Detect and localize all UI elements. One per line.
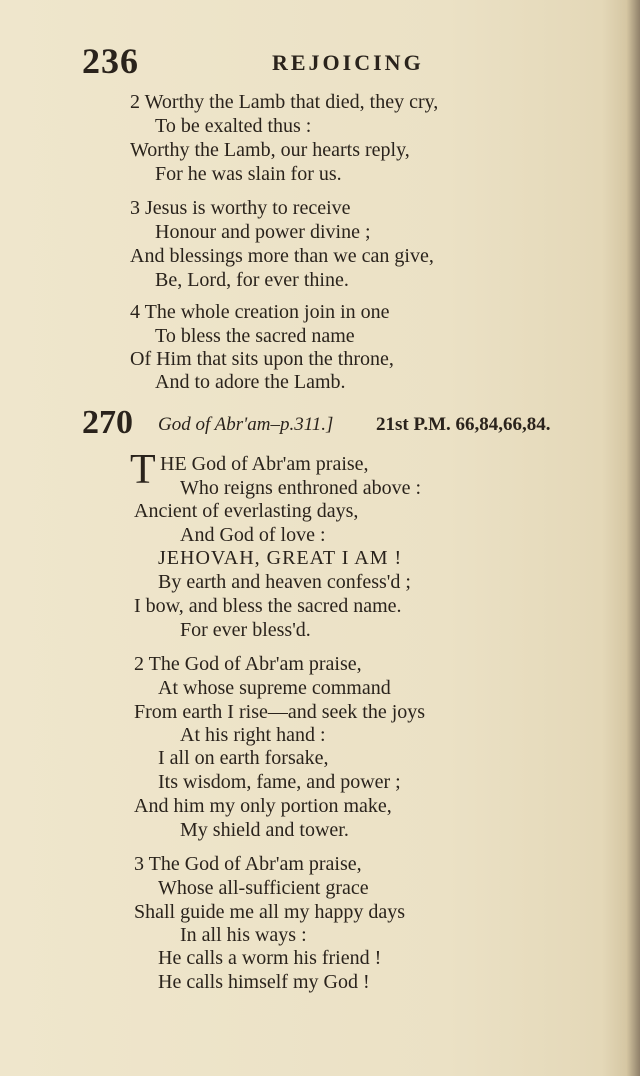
verse-line: For ever bless'd.	[180, 619, 311, 641]
hymn-number: 270	[82, 404, 133, 441]
verse-line: Shall guide me all my happy days	[134, 901, 406, 923]
verse-line: For he was slain for us.	[155, 163, 342, 185]
verse-line: Who reigns enthroned above :	[180, 477, 422, 499]
verse-line: By earth and heaven confess'd ;	[158, 571, 411, 593]
verse-line: And him my only portion make,	[134, 795, 392, 817]
verse-line: In all his ways :	[180, 924, 307, 946]
running-title: REJOICING	[272, 50, 424, 75]
verse-line: From earth I rise—and seek the joys	[134, 701, 426, 723]
verse-line: 4 The whole creation join in one	[130, 301, 390, 323]
verse-line: Its wisdom, fame, and power ;	[158, 771, 401, 793]
verse-line: I all on earth forsake,	[158, 747, 329, 769]
verse-line: Whose all-sufficient grace	[158, 877, 369, 899]
verse-line: Be, Lord, for ever thine.	[155, 269, 349, 291]
verse-line: And blessings more than we can give,	[130, 245, 434, 267]
verse-line: He calls a worm his friend !	[158, 947, 382, 969]
tune-reference: God of Abr'am–p.311.]	[158, 414, 334, 435]
verse-line: 3 Jesus is worthy to receive	[130, 197, 351, 219]
hymn-heading	[82, 404, 632, 444]
verse-line: At whose supreme command	[158, 677, 391, 699]
verse-line: Of Him that sits upon the throne,	[130, 348, 394, 370]
meter-label: 21st P.M. 66,84,66,84.	[376, 414, 551, 435]
verse-line: To be exalted thus :	[155, 115, 312, 137]
verse-line: 2 Worthy the Lamb that died, they cry,	[130, 91, 439, 113]
verse-line: Worthy the Lamb, our hearts reply,	[130, 139, 410, 161]
page-header	[82, 40, 602, 84]
verse-line: 3 The God of Abr'am praise,	[134, 853, 362, 875]
page-edge	[626, 0, 640, 1076]
drop-cap: T	[130, 447, 156, 493]
verse-line: And to adore the Lamb.	[155, 371, 346, 393]
verse-line: He calls himself my God !	[158, 971, 370, 993]
verse-line: My shield and tower.	[180, 819, 349, 841]
verse-line: I bow, and bless the sacred name.	[134, 595, 402, 617]
verse-line: JEHOVAH, GREAT I AM !	[158, 547, 403, 569]
verse-line: At his right hand :	[180, 724, 326, 746]
verse-line: Honour and power divine ;	[155, 221, 371, 243]
verse-line: HE God of Abr'am praise,	[160, 453, 369, 475]
verse-line: 2 The God of Abr'am praise,	[134, 653, 362, 675]
verse-line: To bless the sacred name	[155, 325, 355, 347]
page-number: 236	[82, 41, 139, 81]
verse-line: Ancient of everlasting days,	[134, 500, 359, 522]
verse-line: And God of love :	[180, 524, 326, 546]
